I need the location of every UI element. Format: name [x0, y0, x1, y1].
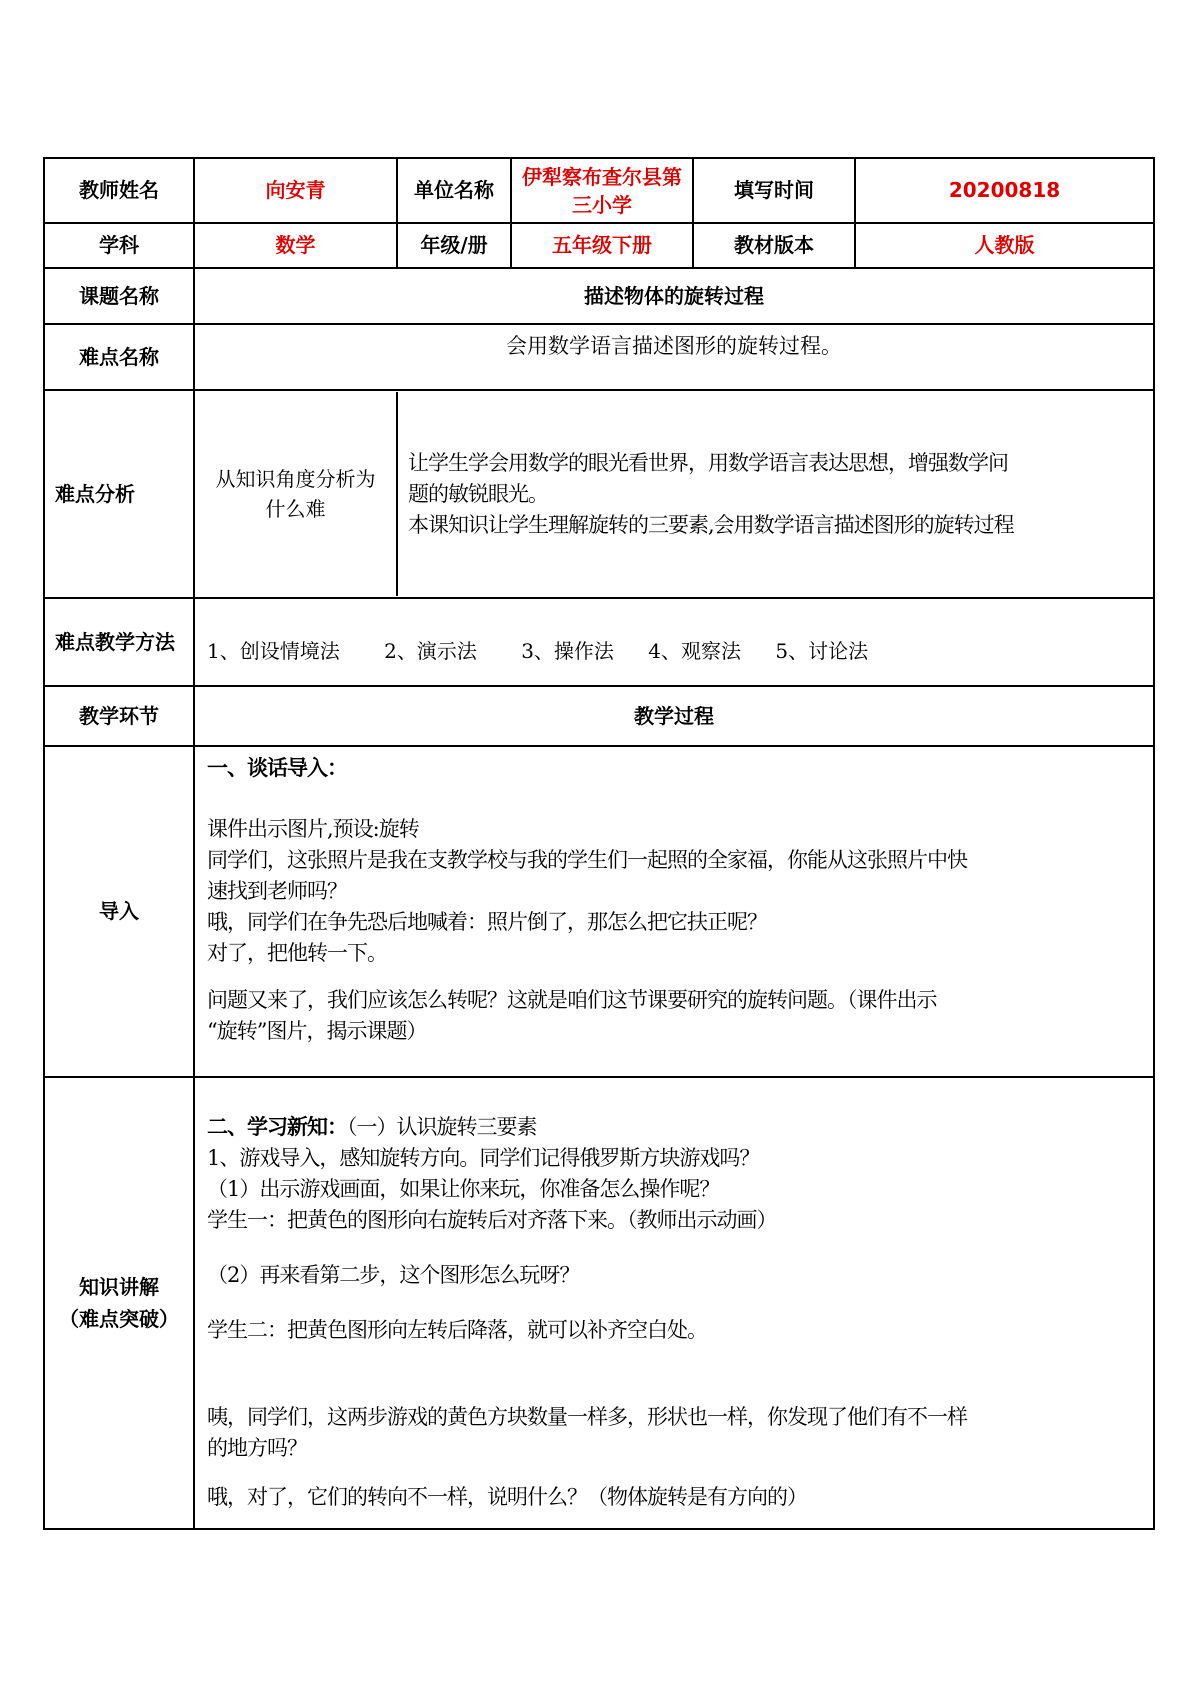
knowledge-heading: 二、学习新知： — [207, 1115, 347, 1139]
method-item: 2、演示法 — [384, 638, 477, 663]
intro-line: 问题又来了，我们应该怎么转呢？这就是咱们这节课要研究的旋转问题。（课件出示 — [207, 988, 937, 1012]
method-item: 1、创设情境法 — [207, 638, 340, 663]
intro-line: “旋转”图片，揭示课题） — [207, 1019, 427, 1043]
analysis-split — [195, 392, 1153, 596]
knowledge-row — [44, 1077, 1154, 1529]
header-row-1 — [44, 158, 1154, 223]
process-label: 教学环节 — [44, 686, 194, 746]
unit-name — [511, 158, 693, 223]
topic-value: 描述物体的旋转过程 — [194, 268, 1154, 324]
difficulty-value: 会用数学语言描述图形的旋转过程。 — [194, 324, 1154, 390]
teacher-name: 向安青 — [194, 158, 397, 223]
date-label: 填写时间 — [693, 158, 855, 223]
methods-list — [194, 598, 1154, 686]
methods-label: 难点教学方法 — [44, 598, 194, 686]
unit-label: 单位名称 — [397, 158, 511, 223]
knowledge-line: 咦，同学们，这两步游戏的黄色方块数量一样多，形状也一样，你发现了他们有不一样 — [207, 1405, 967, 1429]
knowledge-heading-rest: （一）认识旋转三要素 — [347, 1115, 537, 1139]
analysis-text-line3: 本课知识让学生理解旋转的三要素,会用数学语言描述图形的旋转过程 — [408, 512, 1014, 537]
knowledge-content — [194, 1077, 1154, 1529]
analysis-sublabel-line2: 什么难 — [265, 497, 326, 521]
edition-value: 人教版 — [855, 223, 1154, 268]
knowledge-text — [195, 1078, 1153, 1523]
intro-line: 对了，把他转一下。 — [207, 941, 387, 965]
analysis-row — [44, 390, 1154, 598]
subject-value: 数学 — [194, 223, 397, 268]
intro-line: 课件出示图片,预设:旋转 — [207, 817, 419, 841]
knowledge-label — [44, 1077, 194, 1529]
analysis-label: 难点分析 — [44, 390, 194, 598]
knowledge-line: 学生一：把黄色的图形向右旋转后对齐落下来。（教师出示动画） — [207, 1208, 777, 1232]
grade-value: 五年级下册 — [511, 223, 693, 268]
intro-line: 哦，同学们在争先恐后地喊着：照片倒了，那怎么把它扶正呢？ — [207, 910, 767, 934]
method-item: 5、讨论法 — [775, 638, 869, 663]
analysis-text-line1: 让学生学会用数学的眼光看世界，用数学语言表达思想，增强数学问 — [408, 450, 1008, 475]
intro-line: 速找到老师吗？ — [207, 879, 347, 903]
intro-row — [44, 746, 1154, 1077]
difficulty-label: 难点名称 — [44, 324, 194, 390]
intro-label: 导入 — [44, 746, 194, 1077]
analysis-sublabel — [195, 392, 398, 596]
process-value: 教学过程 — [194, 686, 1154, 746]
knowledge-line: （1）出示游戏画面，如果让你来玩，你准备怎么操作呢？ — [207, 1177, 720, 1201]
analysis-body — [194, 390, 1154, 598]
knowledge-line: 的地方吗？ — [207, 1436, 307, 1460]
knowledge-label-line1: 知识讲解 — [79, 1275, 159, 1299]
date-value: 20200818 — [855, 158, 1154, 223]
knowledge-line: 1、游戏导入，感知旋转方向。同学们记得俄罗斯方块游戏吗？ — [207, 1146, 760, 1170]
intro-line: 同学们，这张照片是我在支教学校与我的学生们一起照的全家福，你能从这张照片中快 — [207, 848, 967, 872]
teacher-label: 教师姓名 — [44, 158, 194, 223]
edition-label: 教材版本 — [693, 223, 855, 268]
intro-heading: 一、谈话导入： — [207, 756, 347, 780]
analysis-sublabel-line1: 从知识角度分析为 — [215, 467, 376, 491]
subject-label: 学科 — [44, 223, 194, 268]
analysis-text — [398, 392, 1153, 596]
knowledge-line: 学生二：把黄色图形向左转后降落，就可以补齐空白处。 — [207, 1318, 707, 1342]
method-item: 3、操作法 — [521, 638, 614, 663]
lesson-plan-table — [43, 157, 1155, 1530]
analysis-text-line2: 题的敏锐眼光。 — [408, 481, 548, 506]
difficulty-row — [44, 324, 1154, 390]
process-header-row — [44, 686, 1154, 746]
topic-label: 课题名称 — [44, 268, 194, 324]
unit-name-line1: 伊犁察布查尔县第 — [522, 164, 682, 189]
methods-row — [44, 598, 1154, 686]
topic-row — [44, 268, 1154, 324]
intro-text — [195, 747, 1153, 1057]
grade-label: 年级/册 — [397, 223, 511, 268]
knowledge-line: （2）再来看第二步，这个图形怎么玩呀？ — [207, 1263, 580, 1287]
header-row-2 — [44, 223, 1154, 268]
knowledge-line: 哦，对了，它们的转向不一样，说明什么？（物体旋转是有方向的） — [207, 1485, 807, 1509]
intro-content — [194, 746, 1154, 1077]
knowledge-heading-line — [207, 1112, 1139, 1143]
method-item: 4、观察法 — [648, 638, 742, 663]
unit-name-line2: 三小学 — [572, 192, 632, 217]
knowledge-label-line2: （难点突破） — [59, 1307, 179, 1331]
